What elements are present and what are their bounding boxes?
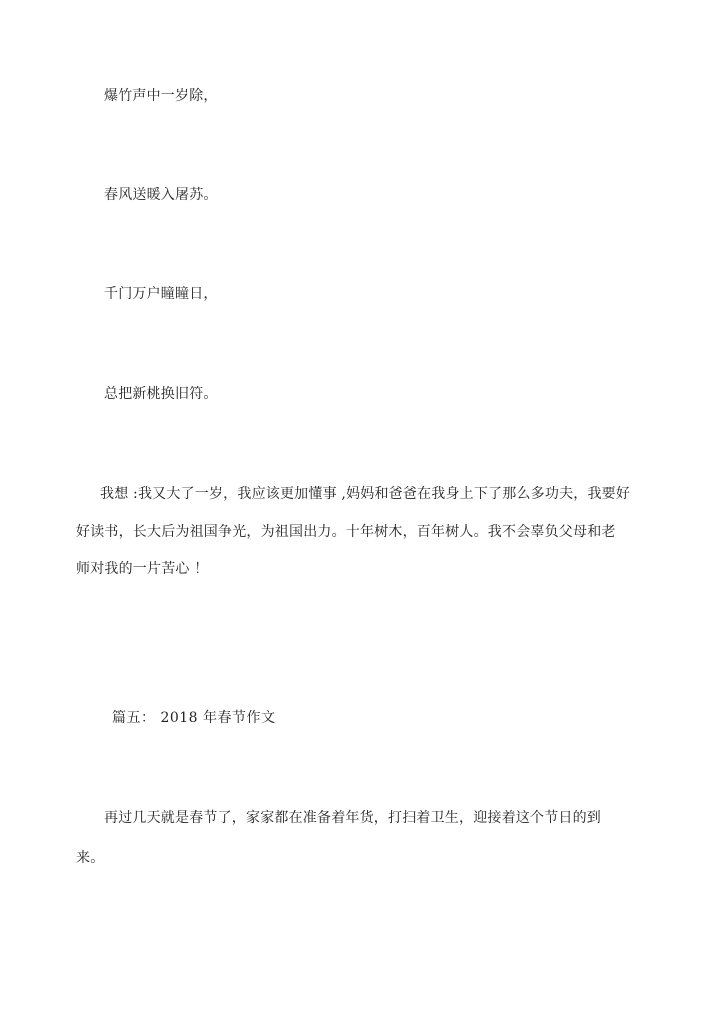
section-heading: 篇五： 2018 年春节作文 xyxy=(112,710,276,726)
reflection-line-1: 我想 :我又大了一岁，我应该更加懂事 ,妈妈和爸爸在我身上下了那么多功夫，我要好 xyxy=(100,486,631,502)
poem-line-3: 千门万户瞳瞳日， xyxy=(104,286,218,302)
reflection-line-2: 好读书，长大后为祖国争光，为祖国出力。十年树木，百年树人。我不会辜负父母和老 xyxy=(76,524,616,540)
poem-line-1: 爆竹声中一岁除， xyxy=(104,88,218,104)
essay-line-2: 来。 xyxy=(76,850,105,866)
poem-line-2: 春风送暖入屠苏。 xyxy=(104,187,218,203)
essay-line-1: 再过几天就是春节了，家家都在准备着年货，打扫着卫生，迎接着这个节日的到 xyxy=(104,810,601,826)
poem-line-4: 总把新桃换旧符。 xyxy=(104,386,218,402)
reflection-line-3: 师对我的一片苦心 ！ xyxy=(76,561,209,577)
